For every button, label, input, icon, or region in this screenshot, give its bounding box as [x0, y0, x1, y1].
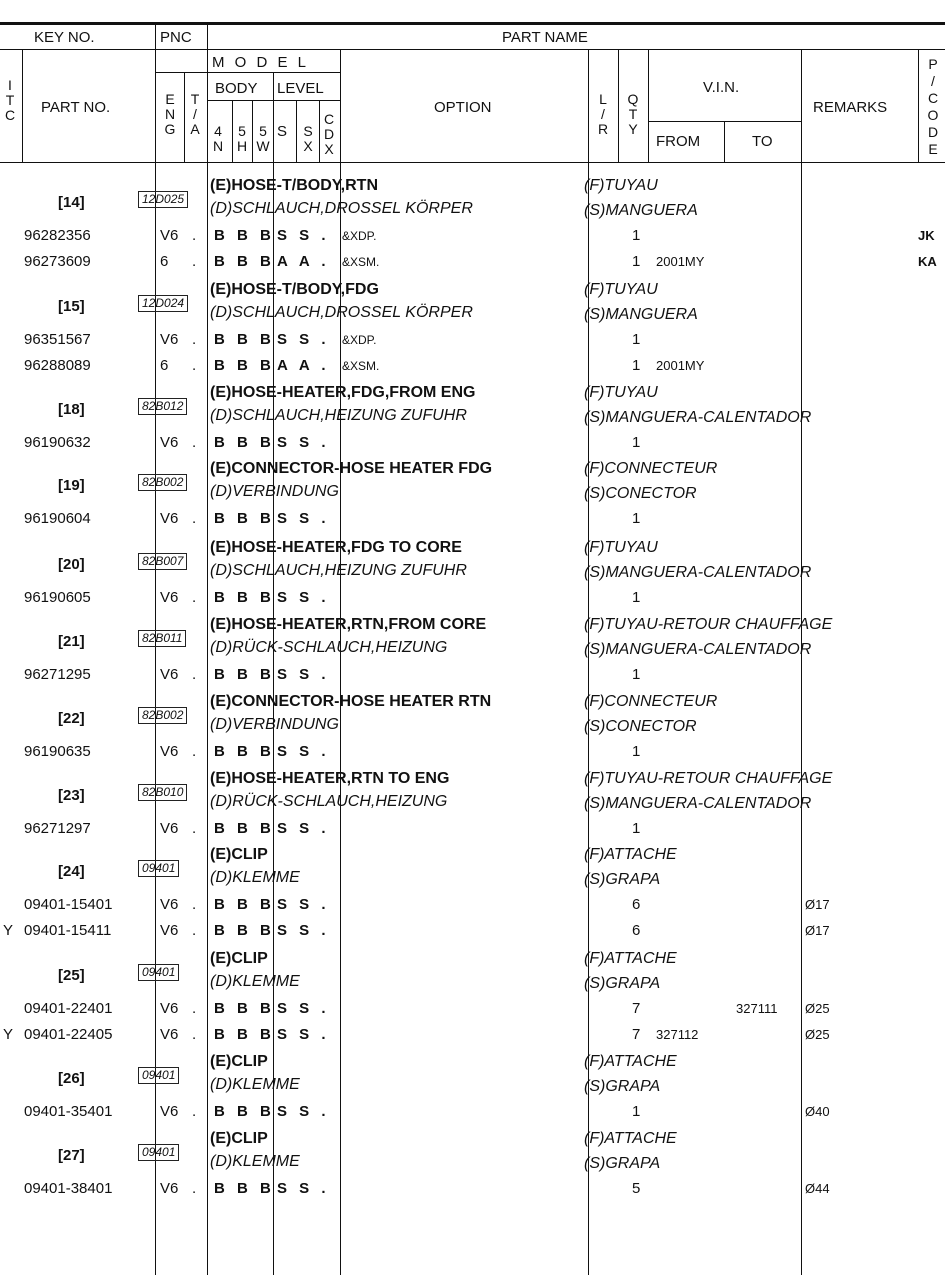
part-name-es: (S)MANGUERA-CALENTADOR: [584, 641, 812, 658]
qty-value: 1: [632, 820, 641, 837]
pnc-box: 12D024: [138, 295, 188, 312]
part-name-en: (E)CLIP: [210, 1053, 268, 1070]
qty-value: 6: [632, 922, 641, 939]
option-code: &XSM.: [342, 359, 380, 373]
eng-code: V6: [160, 1026, 179, 1043]
header-remarks: REMARKS: [813, 99, 888, 116]
itc-code: Y: [3, 1026, 14, 1043]
qty-value: 5: [632, 1180, 641, 1197]
p-code: JK: [918, 228, 935, 243]
part-name-en: (E)CLIP: [210, 1130, 268, 1147]
key-no: [19]: [58, 477, 85, 494]
body-codes: B B B: [214, 1103, 275, 1120]
eng-code: V6: [160, 1103, 179, 1120]
part-name-fr: (F)CONNECTEUR: [584, 693, 718, 710]
part-number: 96190632: [24, 434, 91, 451]
header-body-4n: 4 N: [212, 123, 224, 154]
qty-value: 6: [632, 896, 641, 913]
eng-code: V6: [160, 434, 179, 451]
part-name-fr: (F)ATTACHE: [584, 846, 677, 863]
body-codes: B B B: [214, 589, 275, 606]
header-key-no: KEY NO.: [34, 29, 95, 46]
remarks: Ø44: [805, 1181, 830, 1196]
key-no: [27]: [58, 1147, 85, 1164]
part-name-en: (E)HOSE-T/BODY,RTN: [210, 177, 378, 194]
part-name-en: (E)CONNECTOR-HOSE HEATER FDG: [210, 460, 493, 477]
p-code: KA: [918, 254, 937, 269]
option-code: &XDP.: [342, 333, 377, 347]
level-codes: S S .: [277, 434, 330, 451]
header-pnc: PNC: [160, 29, 192, 46]
part-name-en: (E)HOSE-HEATER,FDG TO CORE: [210, 539, 462, 556]
header-top-rule: [0, 22, 945, 25]
eng-code: V6: [160, 589, 179, 606]
part-name-fr: (F)CONNECTEUR: [584, 460, 718, 477]
part-name-en: (E)CONNECTOR-HOSE HEATER RTN: [210, 693, 492, 710]
part-number: 09401-22401: [24, 1000, 113, 1017]
remarks: Ø25: [805, 1001, 830, 1016]
level-codes: S S .: [277, 331, 330, 348]
ta-code: .: [192, 589, 197, 606]
part-name-en: (E)HOSE-HEATER,RTN TO ENG: [210, 770, 450, 787]
pnc-box: 09401: [138, 1067, 179, 1084]
level-codes: S S .: [277, 666, 330, 683]
ta-code: .: [192, 666, 197, 683]
body-codes: B B B: [214, 1026, 275, 1043]
key-no: [18]: [58, 401, 85, 418]
ta-code: .: [192, 820, 197, 837]
eng-code: V6: [160, 1180, 179, 1197]
qty-value: 7: [632, 1026, 641, 1043]
qty-value: 1: [632, 1103, 641, 1120]
header-bottom-rule: [0, 162, 945, 163]
key-no: [20]: [58, 556, 85, 573]
header-lr: L / R: [597, 91, 609, 137]
body-col-rule-1: [232, 100, 233, 162]
vin-from: 2001MY: [656, 254, 705, 269]
ta-code: .: [192, 510, 197, 527]
pnc-box: 09401: [138, 1144, 179, 1161]
key-no: [22]: [58, 710, 85, 727]
ta-code: .: [192, 1026, 197, 1043]
key-no: [15]: [58, 298, 85, 315]
level-codes: S S .: [277, 896, 330, 913]
body-codes: B B B: [214, 666, 275, 683]
header-eng: E N G: [164, 91, 176, 137]
part-number: 96190605: [24, 589, 91, 606]
option-code: &XSM.: [342, 255, 380, 269]
part-name-fr: (F)TUYAU: [584, 384, 658, 401]
header-body-5w: 5 W: [256, 123, 270, 154]
header-vin: V.I.N.: [703, 79, 740, 96]
eng-code: V6: [160, 331, 179, 348]
eng-code: V6: [160, 743, 179, 760]
remarks-col-rule: [801, 49, 802, 1275]
level-codes: S S .: [277, 743, 330, 760]
part-number: 96351567: [24, 331, 91, 348]
part-number: 96288089: [24, 357, 91, 374]
level-codes: A A .: [277, 357, 330, 374]
part-name-es: (S)MANGUERA-CALENTADOR: [584, 564, 812, 581]
body-codes: B B B: [214, 331, 275, 348]
part-number: 96271295: [24, 666, 91, 683]
ta-code: .: [192, 1180, 197, 1197]
key-no: [24]: [58, 863, 85, 880]
ta-code: .: [192, 1103, 197, 1120]
body-codes: B B B: [214, 922, 275, 939]
header-body: BODY: [215, 80, 258, 97]
body-codes: B B B: [214, 227, 275, 244]
qty-value: 7: [632, 1000, 641, 1017]
pnc-box: 09401: [138, 964, 179, 981]
header-option: OPTION: [434, 99, 492, 116]
header-body-5h: 5 H: [236, 123, 248, 154]
level-codes: S S .: [277, 820, 330, 837]
pnc-box: 82B002: [138, 474, 187, 491]
key-no: [21]: [58, 633, 85, 650]
level-codes: S S .: [277, 589, 330, 606]
part-number: 96271297: [24, 820, 91, 837]
pnc-col-rule: [155, 22, 156, 1275]
part-number: 96282356: [24, 227, 91, 244]
ta-code: .: [192, 227, 197, 244]
header-model: M O D E L: [212, 54, 310, 71]
key-no: [26]: [58, 1070, 85, 1087]
qty-value: 1: [632, 357, 641, 374]
eng-ta-rule: [184, 72, 185, 162]
body-codes: B B B: [214, 434, 275, 451]
header-vin-to: TO: [752, 133, 773, 150]
level-codes: S S .: [277, 227, 330, 244]
qty-value: 1: [632, 434, 641, 451]
part-name-en: (E)CLIP: [210, 950, 268, 967]
body-codes: B B B: [214, 357, 275, 374]
part-number: 09401-15411: [24, 922, 112, 939]
ta-code: .: [192, 331, 197, 348]
part-number: 09401-38401: [24, 1180, 113, 1197]
part-name-es: (S)CONECTOR: [584, 718, 697, 735]
body-codes: B B B: [214, 820, 275, 837]
part-name-es: (S)GRAPA: [584, 1155, 661, 1172]
body-col-rule-2: [252, 100, 253, 162]
part-name-fr: (F)TUYAU-RETOUR CHAUFFAGE: [584, 770, 833, 787]
qty-value: 1: [632, 253, 641, 270]
part-number: 96273609: [24, 253, 91, 270]
key-no: [23]: [58, 787, 85, 804]
part-name-es: (S)MANGUERA-CALENTADOR: [584, 409, 812, 426]
level-col-rule-1: [296, 100, 297, 162]
vin-from: 327112: [656, 1027, 699, 1042]
header-pcode: P / C O D E: [927, 56, 939, 157]
ta-code: .: [192, 743, 197, 760]
eng-code: V6: [160, 1000, 179, 1017]
body-codes: B B B: [214, 896, 275, 913]
level-codes: S S .: [277, 1103, 330, 1120]
part-name-en: (E)HOSE-T/BODY,FDG: [210, 281, 379, 298]
qty-value: 1: [632, 331, 641, 348]
qty-value: 1: [632, 227, 641, 244]
ta-code: .: [192, 1000, 197, 1017]
part-name-es: (S)GRAPA: [584, 975, 661, 992]
ta-code: .: [192, 253, 197, 270]
part-name-fr: (F)TUYAU: [584, 281, 658, 298]
part-name-fr: (F)TUYAU: [584, 177, 658, 194]
pnc-box: 82B012: [138, 398, 187, 415]
header-ta: T / A: [190, 91, 200, 137]
part-name-fr: (F)ATTACHE: [584, 1053, 677, 1070]
part-name-de: (D)SCHLAUCH,HEIZUNG ZUFUHR: [210, 407, 467, 424]
header-part-no: PART NO.: [41, 99, 111, 116]
part-name-es: (S)MANGUERA: [584, 306, 698, 323]
remarks: Ø17: [805, 923, 830, 938]
part-name-de: (D)SCHLAUCH,DROSSEL KÖRPER: [210, 304, 473, 321]
header-level-cdx: C D X: [323, 111, 335, 157]
part-name-de: (D)KLEMME: [210, 1076, 300, 1093]
body-codes: B B B: [214, 1180, 275, 1197]
qty-value: 1: [632, 510, 641, 527]
remarks: Ø17: [805, 897, 830, 912]
part-name-fr: (F)ATTACHE: [584, 950, 677, 967]
eng-code: 6: [160, 357, 169, 374]
part-name-es: (S)GRAPA: [584, 871, 661, 888]
eng-code: V6: [160, 896, 179, 913]
eng-code: V6: [160, 666, 179, 683]
ta-code: .: [192, 434, 197, 451]
part-name-es: (S)MANGUERA-CALENTADOR: [584, 795, 812, 812]
pcode-col-rule: [918, 49, 919, 162]
ta-code: .: [192, 922, 197, 939]
body-codes: B B B: [214, 510, 275, 527]
body-codes: B B B: [214, 1000, 275, 1017]
part-name-de: (D)SCHLAUCH,HEIZUNG ZUFUHR: [210, 562, 467, 579]
part-name-de: (D)KLEMME: [210, 869, 300, 886]
qty-value: 1: [632, 589, 641, 606]
pnc-box: 82B007: [138, 553, 187, 570]
part-number: 09401-22405: [24, 1026, 113, 1043]
key-no: [14]: [58, 194, 85, 211]
level-codes: S S .: [277, 1026, 330, 1043]
part-name-fr: (F)TUYAU-RETOUR CHAUFFAGE: [584, 616, 833, 633]
level-codes: S S .: [277, 510, 330, 527]
eng-code: V6: [160, 227, 179, 244]
part-name-es: (S)MANGUERA: [584, 202, 698, 219]
level-codes: S S .: [277, 1180, 330, 1197]
eng-code: V6: [160, 820, 179, 837]
option-code: &XDP.: [342, 229, 377, 243]
part-number: 96190604: [24, 510, 91, 527]
qty-value: 1: [632, 743, 641, 760]
itc-col-rule: [22, 49, 23, 162]
vin-col-rule: [648, 49, 649, 162]
header-level-s: S: [277, 123, 288, 140]
part-number: 09401-35401: [24, 1103, 113, 1120]
part-name-de: (D)SCHLAUCH,DROSSEL KÖRPER: [210, 200, 473, 217]
level-col-rule-2: [319, 100, 320, 162]
eng-code: V6: [160, 922, 179, 939]
pnc-box: 82B002: [138, 707, 187, 724]
part-number: 09401-15401: [24, 896, 113, 913]
header-qty: Q T Y: [627, 91, 639, 137]
pnc-box: 82B011: [138, 630, 186, 647]
part-name-de: (D)RÜCK-SCHLAUCH,HEIZUNG: [210, 793, 448, 810]
pnc-box: 82B010: [138, 784, 187, 801]
itc-code: Y: [3, 922, 14, 939]
key-no: [25]: [58, 967, 85, 984]
header-level: LEVEL: [277, 80, 324, 97]
header-itc: I T C: [4, 77, 16, 123]
part-name-en: (E)CLIP: [210, 846, 268, 863]
part-number: 96190635: [24, 743, 91, 760]
header-part-name: PART NAME: [502, 29, 588, 46]
part-name-de: (D)KLEMME: [210, 973, 300, 990]
qty-value: 1: [632, 666, 641, 683]
remarks: Ø40: [805, 1104, 830, 1119]
part-name-es: (S)GRAPA: [584, 1078, 661, 1095]
body-codes: B B B: [214, 253, 275, 270]
part-name-de: (D)VERBINDUNG: [210, 483, 339, 500]
header-level-sx: S X: [303, 123, 313, 154]
part-name-en: (E)HOSE-HEATER,RTN,FROM CORE: [210, 616, 487, 633]
part-name-fr: (F)TUYAU: [584, 539, 658, 556]
qty-col-rule: [618, 49, 619, 162]
vin-to: 327111: [736, 1001, 778, 1016]
header-vin-from: FROM: [656, 133, 701, 150]
header-rule-2: [0, 49, 945, 50]
option-col-rule: [340, 49, 341, 1275]
part-name-de: (D)RÜCK-SCHLAUCH,HEIZUNG: [210, 639, 448, 656]
remarks: Ø25: [805, 1027, 830, 1042]
pnc-right-rule: [207, 22, 208, 1275]
ta-code: .: [192, 357, 197, 374]
body-codes: B B B: [214, 743, 275, 760]
vin-from-to-rule: [724, 121, 725, 162]
eng-code: 6: [160, 253, 169, 270]
part-name-fr: (F)ATTACHE: [584, 1130, 677, 1147]
ta-code: .: [192, 896, 197, 913]
part-name-de: (D)VERBINDUNG: [210, 716, 339, 733]
model-rule: [155, 72, 340, 73]
level-codes: A A .: [277, 253, 330, 270]
part-name-de: (D)KLEMME: [210, 1153, 300, 1170]
part-name-en: (E)HOSE-HEATER,FDG,FROM ENG: [210, 384, 476, 401]
level-codes: S S .: [277, 1000, 330, 1017]
eng-code: V6: [160, 510, 179, 527]
pnc-box: 09401: [138, 860, 179, 877]
part-name-es: (S)CONECTOR: [584, 485, 697, 502]
vin-from: 2001MY: [656, 358, 705, 373]
pnc-box: 12D025: [138, 191, 188, 208]
level-codes: S S .: [277, 922, 330, 939]
